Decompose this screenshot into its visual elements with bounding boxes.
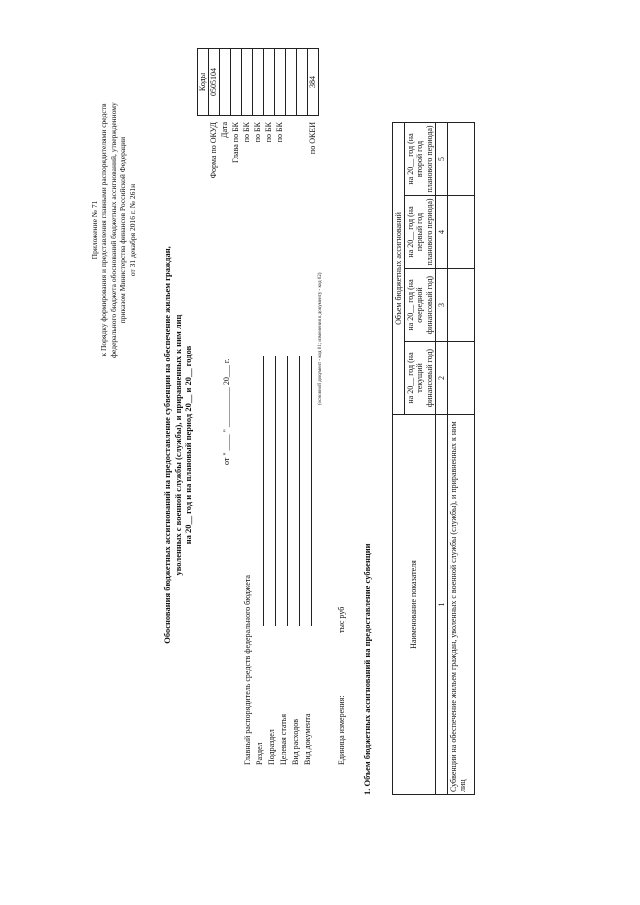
field-label: Раздел [255, 742, 264, 765]
field-subsection [267, 245, 276, 765]
codes-table [197, 48, 319, 205]
code-value [253, 49, 264, 116]
field-section [255, 245, 264, 765]
code-value: 384 [308, 49, 319, 116]
field-expense-type [291, 245, 300, 765]
field-line [263, 356, 264, 626]
value-cell [447, 196, 474, 269]
field-doc-type [303, 245, 312, 765]
title-line: на 20__ год и на плановый период 20__ и 20__ годов [183, 345, 194, 545]
section-title: 1. Объем бюджетных ассигнований на предоставление субвенции [362, 543, 372, 795]
value-cell [447, 269, 474, 342]
col-header: на 20__ год (на второй год планового периода) [405, 123, 436, 196]
code-value [286, 49, 297, 116]
num-cell: 5 [435, 123, 447, 196]
code-value [264, 49, 275, 116]
field-main-manager [243, 245, 252, 765]
num-cell: 4 [435, 196, 447, 269]
code-label: по ОКЕИ [308, 122, 318, 155]
code-label [286, 116, 297, 206]
field-label: Главный распорядитель средств федерального бюджета [243, 575, 252, 765]
row-label: Субвенции на обеспечение жильем граждан, уволенных с военной службы (службы), и приравненных к ним лиц [447, 415, 474, 795]
units-label: Единица измерения: [337, 695, 346, 765]
table-number-row [435, 123, 447, 795]
code-label: по БК [275, 122, 285, 143]
appendix-line: к Порядку формирования и представления главными распорядителями средств [99, 103, 109, 357]
code-label: по БК [242, 122, 252, 143]
appendix-line: приказом Министерства финансов Российской Федерации [118, 136, 128, 324]
table-row [447, 123, 474, 795]
doc-type-note: (основной документ - код 01; изменения к документу - код 02) [318, 272, 323, 405]
allocation-table [392, 122, 475, 795]
code-value [275, 49, 286, 116]
col-header: на 20__ год (на первый год планового периода) [405, 196, 436, 269]
num-cell: 2 [435, 342, 447, 415]
title-line: Обоснования бюджетных ассигнований на предоставление субвенции на обеспечение жильем граждан, [162, 246, 172, 644]
field-label: Подраздел [267, 729, 276, 765]
code-value [297, 49, 308, 116]
field-target-item [279, 245, 288, 765]
code-label: Форма по ОКУД [209, 122, 219, 179]
code-value: 0505104 [209, 49, 220, 116]
field-label: Целевая статья [279, 713, 288, 765]
code-label: по БК [264, 122, 274, 143]
field-label: Вид расходов [291, 719, 300, 765]
code-value [231, 49, 242, 116]
code-label: Дата [220, 122, 230, 138]
title-line: уволенных с военной службы (службы), и приравненных к ним лиц [172, 314, 183, 576]
num-cell: 3 [435, 269, 447, 342]
code-value [220, 49, 231, 116]
value-cell [447, 123, 474, 196]
col-group-header: Объем бюджетных ассигнований [393, 123, 405, 415]
num-cell: 1 [435, 415, 447, 795]
col-name-header: Наименование показателя [393, 415, 436, 795]
field-line [299, 356, 300, 626]
appendix-header [90, 45, 137, 415]
units-value: тыс руб [337, 606, 346, 633]
code-label: Глава по БК [231, 122, 241, 163]
document-title [162, 195, 194, 695]
field-line [311, 356, 312, 626]
col-header: на 20__ год (на текущий финансовый год) [405, 342, 436, 415]
code-label [297, 116, 308, 206]
document-date: от " ____ " __________ 20___ г. [222, 358, 231, 465]
field-line [275, 356, 276, 626]
value-cell [447, 342, 474, 415]
code-value [242, 49, 253, 116]
field-line [287, 356, 288, 626]
appendix-line: федерального бюджета обоснований бюджетных ассигнований, утвержденному [108, 102, 118, 358]
code-label: по БК [253, 122, 263, 143]
codes-header: Коды [198, 49, 209, 116]
field-label: Вид документа [303, 713, 312, 765]
col-header: на 20__ год (на очередной финансовый год) [405, 269, 436, 342]
appendix-line: Приложение № 71 [90, 200, 99, 260]
appendix-line: от 31 декабря 2016 г. № 261н [127, 183, 137, 277]
